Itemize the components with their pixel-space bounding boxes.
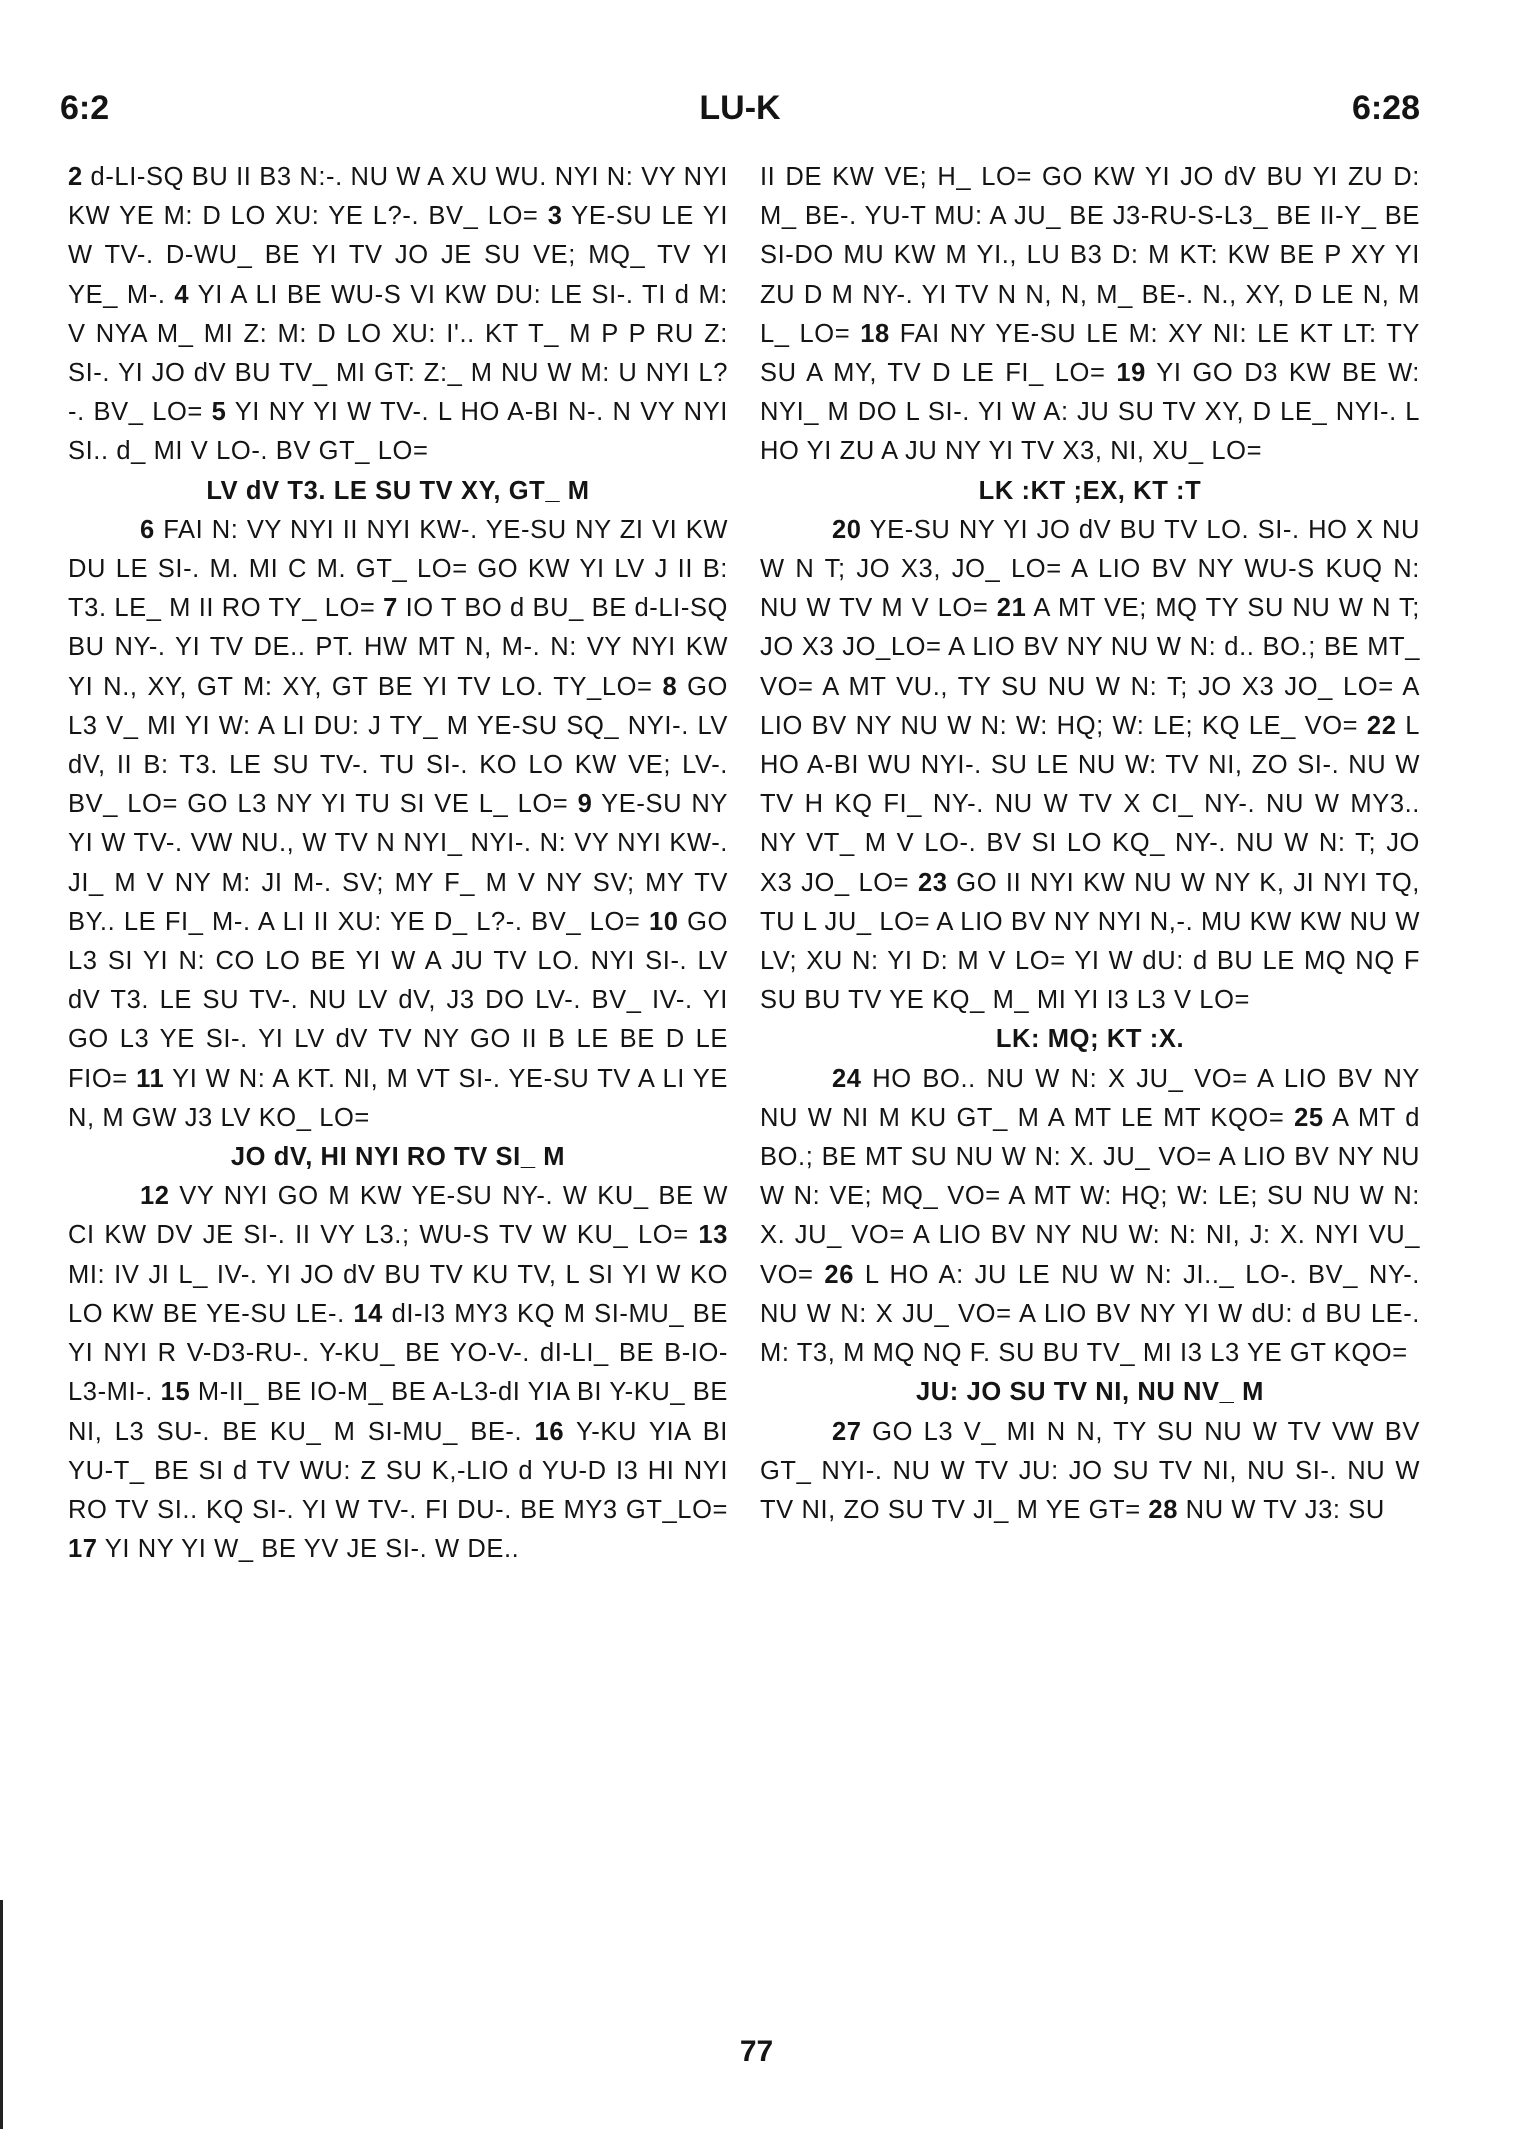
verse-number: 12 bbox=[140, 1182, 170, 1211]
verse-text: GO L3 V_ MI N N, TY SU NU W TV VW BV GT_ NYI-. NU W TV JU: JO SU TV NI, NU SI-. NU W TV NI, ZO SU TV JI_ M YE GT= bbox=[760, 1417, 1420, 1524]
scan-edge-line bbox=[0, 1900, 3, 2129]
page-number: 77 bbox=[739, 2035, 774, 2068]
paragraph bbox=[760, 158, 1420, 472]
chapter-verse-end: 6:28 bbox=[1351, 89, 1420, 127]
verse-number: 19 bbox=[1116, 359, 1146, 388]
verse-text: d-LI-SQ BU II B3 N:-. NU W A XU WU. NYI N: VY NYI KW YE M: D LO XU: YE L?-. BV_ LO= bbox=[68, 163, 728, 231]
paragraph bbox=[68, 158, 728, 472]
verse-text: IO T BO d BU_ BE d-LI-SQ BU NY-. YI TV DE.. PT. HW MT N, M-. N: VY NYI KW YI N., XY, GT M: XY, GT BE YI TV LO. TY_LO= bbox=[68, 594, 728, 701]
verse-text: FAI NY YE-SU LE M: XY NI: LE KT LT: TY SU A MY, TV D LE FI_ LO= bbox=[760, 319, 1420, 388]
verse-number: 11 bbox=[136, 1064, 165, 1093]
verse-number: 16 bbox=[534, 1417, 565, 1446]
verse-text: YI GO D3 KW BE W: NYI_ M DO L SI-. YI W A: JU SU TV XY, D LE_ NYI-. L HO YI ZU A JU NY YI TV X3, NI, XU_ LO= bbox=[760, 359, 1420, 466]
verse-text: YE-SU NY YI JO dV BU TV LO. SI-. HO X NU W N T; JO X3, JO_ LO= A LIO BV NY WU-S KUQ N: NU W TV M V LO= bbox=[760, 515, 1420, 623]
verse-text: FAI N: VY NYI II NYI KW-. YE-SU NY ZI VI KW DU LE SI-. M. MI C M. GT_ LO= GO KW YI LV J II B: T3. LE_ M II RO TY_ LO= bbox=[68, 515, 728, 623]
verse-text: YE-SU NY YI W TV-. VW NU., W TV N NYI_ NYI-. N: VY NYI KW-. JI_ M V NY M: JI M-. SV; MY F_ M V NY SV; MY TV BY.. LE FI_ M-. A LI II XU: YE D_ L?-. BV_ LO= bbox=[68, 790, 729, 936]
verse-text: II DE KW VE; H_ LO= GO KW YI JO dV BU YI ZU D: M_ BE-. YU-T MU: A JU_ BE J3-RU-S-L3_ BE II-Y_ BE SI-DO MU KW M YI., LU B3 D: M KT: KW BE P XY YI ZU D M NY-. YI TV N N, N, M_ BE-. N., XY, D LE N, M L_ LO= bbox=[760, 163, 1420, 348]
verse-number: 10 bbox=[648, 907, 679, 936]
verse-number: 4 bbox=[174, 280, 190, 309]
book-title: LU-K bbox=[699, 89, 781, 127]
verse-text: Y-KU YIA BI YU-T_ BE SI d TV WU: Z SU K,-LIO d YU-D I3 HI NYI RO TV SI.. KQ SI-. YI W TV-. FI DU-. BE MY3 GT_LO= bbox=[68, 1417, 728, 1524]
verse-text: YE-SU LE YI W TV-. D-WU_ BE YI TV JO JE SU VE; MQ_ TV YI YE_ M-. bbox=[68, 202, 729, 309]
verse-text: A MT VE; MQ TY SU NU W N T; JO X3 JO_LO= A LIO BV NY NU W N: d.. BO.; BE MT_ VO= A MT VU., TY SU NU W N: T; JO X3 JO_ LO= A LIO BV NY NU W N: W: HQ; W: LE; KQ LE_ VO= bbox=[760, 594, 1420, 740]
section-heading: LK :KT ;EX, KT :T bbox=[978, 476, 1202, 505]
verse-number: 8 bbox=[662, 672, 678, 701]
verse-text: A MT d BO.; BE MT SU NU W N: X. JU_ VO= A LIO BV NY NU W N: VE; MQ_ VO= A MT W: HQ; W: LE; SU NU W N: X. JU_ VO= A LIO BV NY NU W: N: NI, J: X. NYI VU_ VO= bbox=[760, 1103, 1420, 1289]
verse-text: L HO A: JU LE NU W N: JI.._ LO-. BV_ NY-. NU W N: X JU_ VO= A LIO BV NY YI W dU: d BU LE-. M: T3, M MQ NQ F. SU BU TV_ MI I3 L3 YE GT KQO= bbox=[760, 1260, 1420, 1368]
section-heading: LK: MQ; KT :X. bbox=[995, 1025, 1185, 1054]
paragraph bbox=[68, 511, 728, 1138]
verse-number: 27 bbox=[832, 1417, 862, 1446]
paragraph bbox=[760, 511, 1420, 1021]
section-heading: JU: JO SU TV NI, NU NV_ M bbox=[916, 1378, 1264, 1407]
verse-text: GO II NYI KW NU W NY K, JI NYI TQ, TU L JU_ LO= A LIO BV NY NYI N,-. MU KW KW NU W LV; XU N: YI D: M V LO= YI W dU: d BU LE MQ NQ F SU BU TV YE KQ_ M_ MI YI I3 L3 V LO= bbox=[760, 868, 1420, 1015]
left-text-column bbox=[68, 158, 728, 1569]
verse-number: 14 bbox=[353, 1299, 383, 1328]
verse-number: 15 bbox=[160, 1378, 191, 1407]
verse-number: 21 bbox=[996, 594, 1027, 623]
verse-text: YI A LI BE WU-S VI KW DU: LE SI-. TI d M: V NYA M_ MI Z: M: D LO XU: I'.. KT T_ M P P RU Z: SI-. YI JO dV BU TV_ MI GT: Z:_ M NU W M: U NYI L?-. BV_ LO= bbox=[68, 280, 728, 427]
verse-text: L HO A-BI WU NYI-. SU LE NU W: TV NI, ZO SI-. NU W TV H KQ FI_ NY-. NU W TV X CI_ NY-. NU W MY3.. NY VT_ M V LO-. BV SI LO KQ_ NY-. NU W N: T; JO X3 JO_ LO= bbox=[760, 711, 1420, 897]
verse-number: 13 bbox=[698, 1221, 728, 1250]
verse-number: 23 bbox=[917, 868, 948, 897]
chapter-verse-start: 6:2 bbox=[60, 89, 110, 127]
verse-text: dI-I3 MY3 KQ M SI-MU_ BE YI NYI R V-D3-RU-. Y-KU_ BE YO-V-. dI-LI_ BE B-IO-L3-MI-. bbox=[68, 1299, 728, 1407]
verse-number: 24 bbox=[832, 1064, 862, 1093]
paragraph bbox=[760, 1413, 1420, 1531]
verse-number: 25 bbox=[1294, 1103, 1324, 1132]
verse-number: 18 bbox=[860, 319, 890, 348]
right-text-column bbox=[760, 158, 1420, 1530]
verse-text: GO L3 SI YI N: CO LO BE YI W A JU TV LO. NYI SI-. LV dV T3. LE SU TV-. NU LV dV, J3 DO LV-. BV_ IV-. YI GO L3 YE SI-. YI LV dV TV NY GO II B LE BE D LE FIO= bbox=[68, 907, 728, 1093]
verse-number: 9 bbox=[577, 790, 593, 819]
verse-text: YI NY YI W_ BE YV JE SI-. W DE.. bbox=[97, 1535, 520, 1564]
section-heading: LV dV T3. LE SU TV XY, GT_ M bbox=[206, 476, 590, 505]
verse-text: YI W N: A KT. NI, M VT SI-. YE-SU TV A LI YE N, M GW J3 LV KO_ LO= bbox=[68, 1064, 728, 1132]
verse-number: 6 bbox=[140, 515, 155, 544]
verse-number: 7 bbox=[383, 594, 398, 623]
paragraph bbox=[760, 1060, 1420, 1374]
verse-number: 2 bbox=[68, 163, 83, 191]
verse-number: 26 bbox=[824, 1260, 854, 1289]
verse-number: 17 bbox=[68, 1535, 98, 1564]
verse-text: VY NYI GO M KW YE-SU NY-. W KU_ BE W CI KW DV JE SI-. II VY L3.; WU-S TV W KU_ LO= bbox=[68, 1182, 728, 1250]
verse-number: 28 bbox=[1148, 1495, 1178, 1524]
verse-text: YI NY YI W TV-. L HO A-BI N-. N VY NYI SI.. d_ MI V LO-. BV GT_ LO= bbox=[68, 398, 728, 466]
verse-text: HO BO.. NU W N: X JU_ VO= A LIO BV NY NU W NI M KU GT_ M A MT LE MT KQO= bbox=[760, 1064, 1420, 1132]
section-heading: JO dV, HI NYI RO TV SI_ M bbox=[230, 1143, 566, 1172]
verse-number: 20 bbox=[832, 515, 862, 544]
verse-text: NU W TV J3: SU bbox=[1178, 1495, 1385, 1524]
verse-text: MI: IV JI L_ IV-. YI JO dV BU TV KU TV, L SI YI W KO LO KW BE YE-SU LE-. bbox=[68, 1260, 728, 1328]
verse-number: 5 bbox=[211, 398, 227, 427]
verse-number: 22 bbox=[1366, 711, 1397, 740]
verse-text: M-II_ BE IO-M_ BE A-L3-dI YIA BI Y-KU_ BE NI, L3 SU-. BE KU_ M SI-MU_ BE-. bbox=[68, 1378, 729, 1446]
paragraph bbox=[68, 1177, 728, 1569]
verse-number: 3 bbox=[547, 202, 563, 231]
verse-text: GO L3 V_ MI YI W: A LI DU: J TY_ M YE-SU SQ_ NYI-. LV dV, II B: T3. LE SU TV-. TU SI-. KO LO KW VE; LV-. BV_ LO= GO L3 NY YI TU SI VE L_ LO= bbox=[68, 672, 728, 819]
page-header bbox=[60, 88, 1420, 134]
